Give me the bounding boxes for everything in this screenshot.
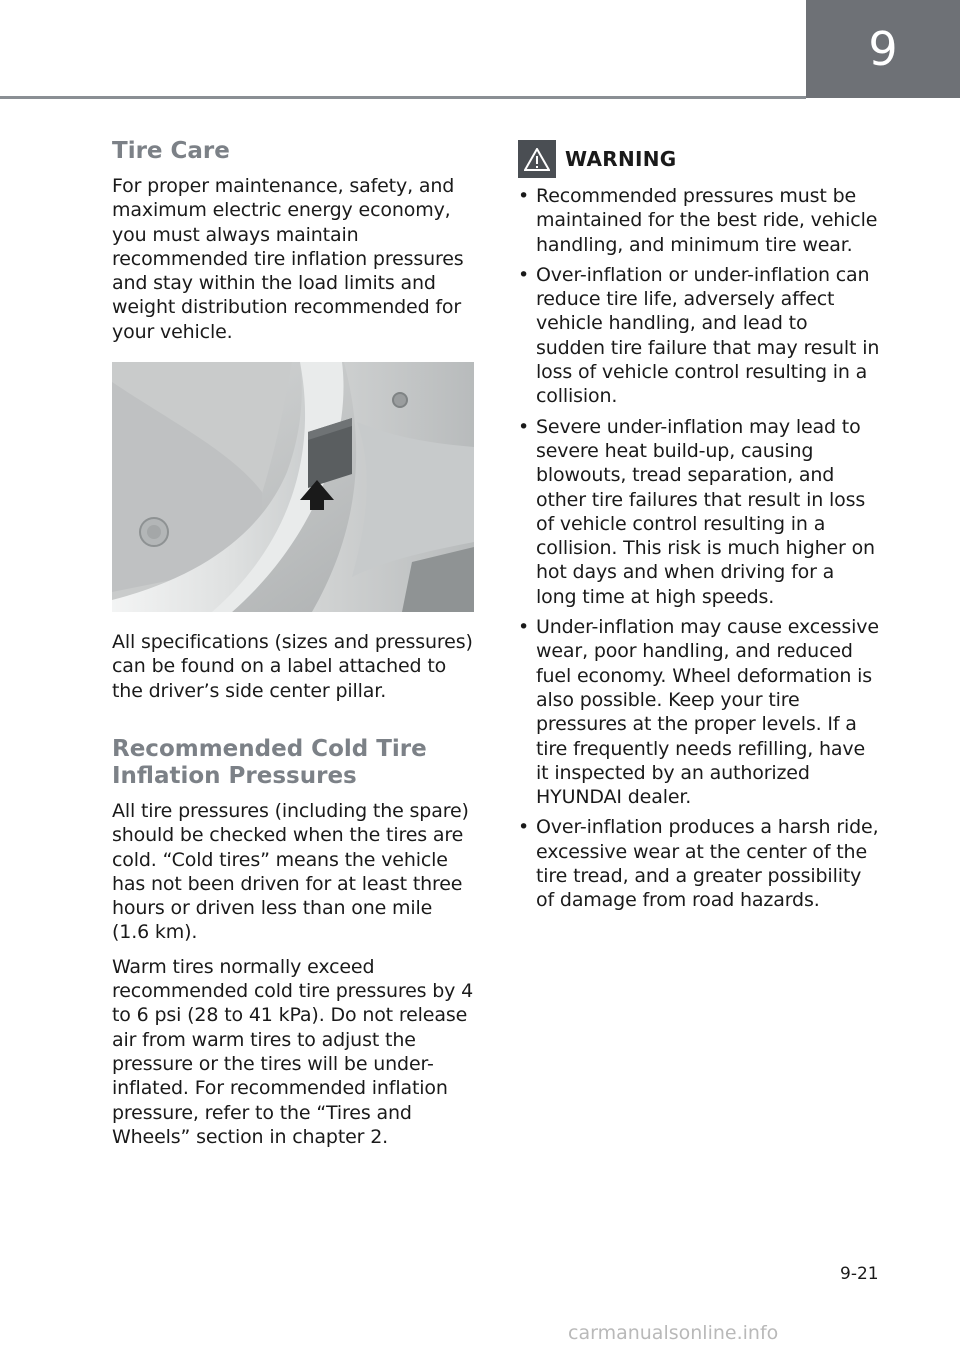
warning-item (518, 615, 880, 809)
warning-box (518, 140, 880, 919)
paragraph-cold-tires: All tire pressures (including the spare) should be checked when the tires are cold. “Cold tires” means the vehicle has not been driven for at least three hours or driven less than one mile (1.6 km). (112, 799, 469, 944)
header-rule (0, 96, 806, 99)
warning-triangle-icon (518, 140, 556, 178)
section-title-cold-tire-line2: Inflation Pressures (112, 762, 357, 789)
section-title-cold-tire-line1: Recommended Cold Tire (112, 735, 427, 762)
warning-item-text: Over-inflation produces a harsh ride, excessive wear at the center of the tire tread, and a greater possibility of damage from road hazards. (536, 816, 879, 912)
bullet: • (518, 263, 530, 286)
warning-item (518, 815, 880, 912)
bullet: • (518, 185, 530, 207)
tire-label-illustration (112, 362, 474, 612)
section-title-tire-care: Tire Care (112, 138, 230, 164)
chapter-tab (806, 0, 960, 98)
bullet: • (518, 415, 530, 438)
page-number: 9-21 (840, 1264, 879, 1284)
warning-title: WARNING (565, 147, 677, 171)
section-title-cold-tire (112, 736, 474, 790)
warning-item (518, 415, 880, 609)
watermark: carmanualsonline.info (568, 1322, 779, 1344)
door-pillar-image (112, 362, 474, 612)
chapter-number: 9 (868, 22, 898, 76)
paragraph-label-location: All specifications (sizes and pressures) can be found on a label attached to the driver’s side center pillar. (112, 631, 473, 702)
bullet: • (518, 816, 530, 839)
warning-item-text: Under-inflation may cause excessive wear, poor handling, and reduced fuel economy. Wheel deformation is also possible. Keep your tire pressures at the proper levels. If a tire frequently needs refilling, have it inspected by an authorized HYUNDAI dealer. (536, 616, 879, 809)
warning-list (518, 184, 880, 913)
warning-item-text: Over-inflation or under-inflation can reduce tire life, adversely affect vehicle handling, and lead to sudden tire failure that may result in loss of vehicle control resulting in a collision. (536, 263, 880, 408)
warning-item (518, 263, 880, 409)
paragraph-warm-tires: Warm tires normally exceed recommended cold tire pressures by 4 to 6 psi (28 to 41 kPa). Do not release air from warm tires to adjust the pressure or the tires will be under-inflated. For recommended inflation pressure, refer to the “Tires and Wheels” section in chapter 2. (112, 955, 474, 1148)
warning-item-text: Recommended pressures must be maintained for the best ride, vehicle handling, and minimum tire wear. (536, 185, 878, 256)
warning-item-text: Severe under-inflation may lead to severe heat build-up, causing blowouts, tread separation, and other tire failures that result in loss of vehicle control resulting in a collision. This risk is much higher on hot days and when driving for a long time at high speeds. (536, 415, 875, 608)
warning-header (518, 140, 880, 178)
left-column (112, 136, 474, 1149)
bullet: • (518, 616, 530, 639)
paragraph-tire-care: For proper maintenance, safety, and maximum electric energy economy, you must always maintain recommended tire inflation pressures and stay within the load limits and weight distribution recommended for your vehicle. (112, 175, 464, 343)
warning-item (518, 184, 880, 257)
